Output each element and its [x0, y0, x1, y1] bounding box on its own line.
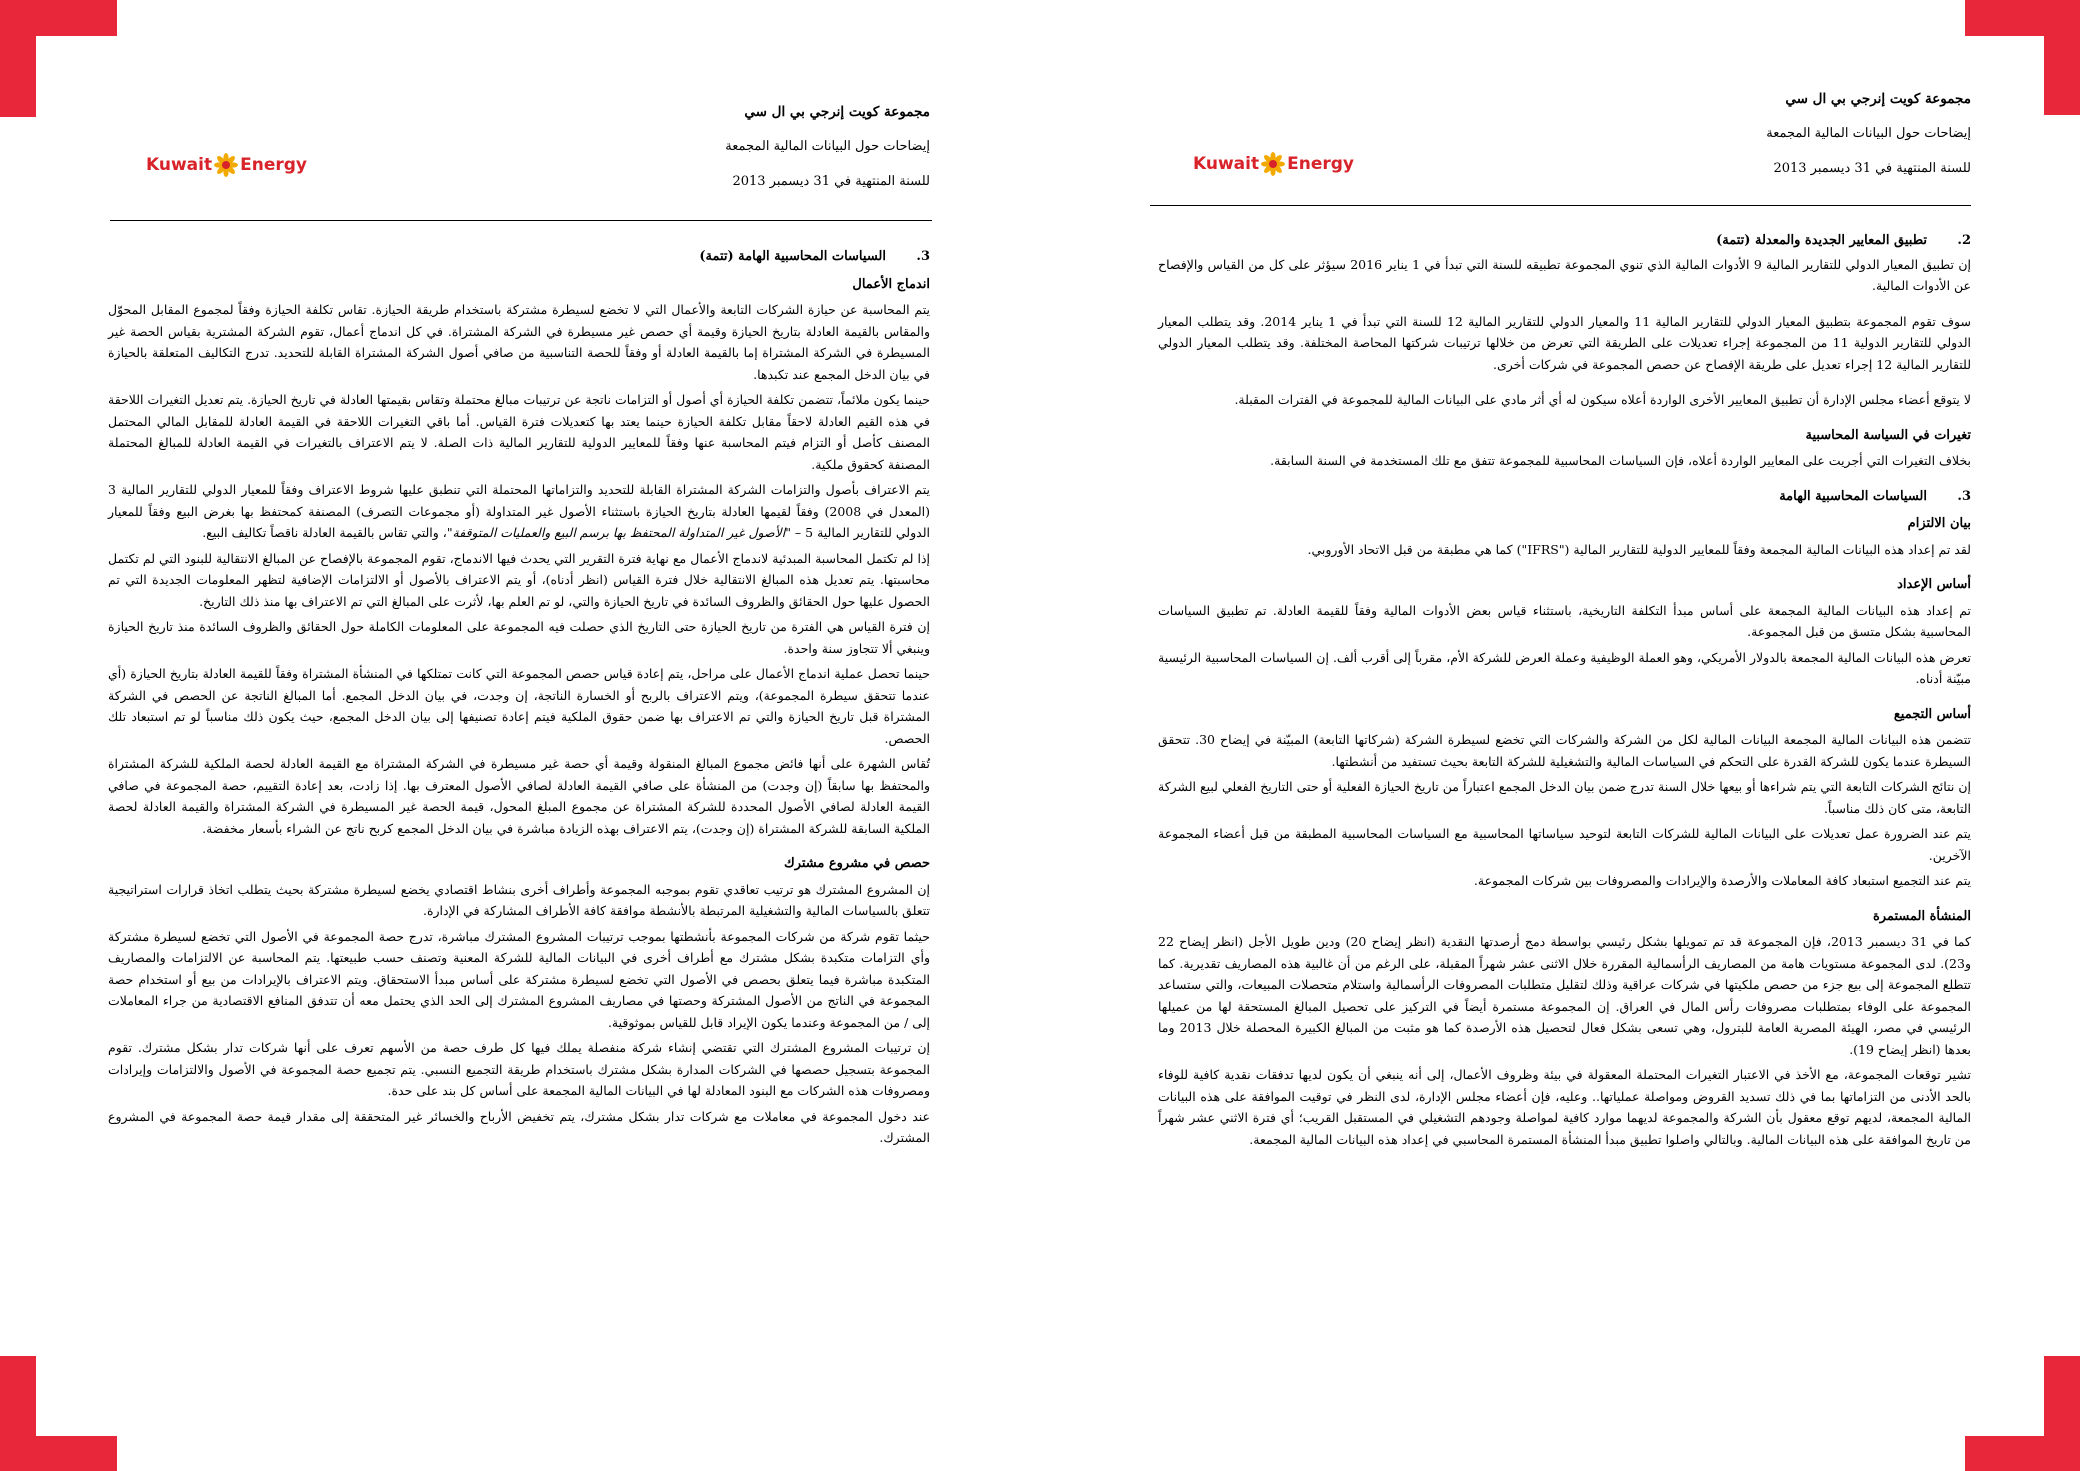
page-header: [430, 103, 930, 208]
corner-mark-bl: [0, 1356, 36, 1471]
paragraph: تشير توقعات المجموعة، مع الأخذ في الاعتبار التغيرات المحتملة المعقولة في بيئة وظروف الأعمال، إلى أنه ينبغي أن يكون لديها تدفقات نقدية كافية للوفاء بالحد الأدنى من التزاماتها بما في ذلك تسديد القروض ومواصلة عملياتها.. وعليه، فإن أعضاء مجلس الإدارة، لدى النظر في توقيت الموافقة على هذه البيانات المالية المجمعة، لديهم توقع معقول بأن الشركة والمجموعة لديهما موارد كافية لمواصلة وجودهم التشغيلي في المستقبل القريب؛ أي فترة الاثني عشر شهراً من تاريخ الموافقة على هذه البيانات المالية. وبالتالي واصلوا تطبيق مبدأ المنشأة المستمرة المحاسبي في إعداد هذه البيانات المالية المجمعة.: [1158, 1067, 1971, 1147]
section-heading: [108, 246, 930, 268]
corner-mark-tr: [2044, 0, 2080, 115]
header-rule: [110, 220, 932, 221]
section-number: 2.: [1957, 233, 1971, 248]
right-page: [1040, 0, 2080, 1471]
subheading-basis-of-preparation: أساس الإعداد: [1897, 577, 1971, 592]
paragraph: سوف تقوم المجموعة بتطبيق المعيار الدولي للتقارير المالية 11 والمعيار الدولي للتقارير المالية 12 للسنة التي تبدأ في 1 يناير 2014. وقد يتطلب المعيار الدولي للتقارير الدولية 11 من المجموعة إجراء تعديلات على الطريقة التي تعرض من خلالها ترتيبات شركتها المحاصة المختلفة. وقد يتطلب المعيار الدولي للتقارير المالية 12 إجراء تعديل على طريقة الإفصاح عن حصص المجموعة في شركات أخرى.: [1158, 313, 1972, 372]
paragraph-text: ، والتي تقاس بالقيمة العادلة ناقصاً تكاليف البيع.: [202, 525, 447, 540]
paragraph: حيثما تقوم شركة من شركات المجموعة بأنشطتها بموجب ترتيبات المشروع المشترك مباشرة، تدرج حصة المجموعة في الأصول التي تخضع لسيطرة مشتركة وأي التزامات متكبدة بشكل مشترك مع أطراف أخرى في البيانات المالية للشركة المعنية وتصنف حسب طبيعتها. يتم المحاسبة عن الالتزامات والمصاريف المتكبدة مباشرة فيما يتعلق بحصص في الأصول التي تخضع لسيطرة مشتركة على أساس مبدأ الاستحقاق. ويتم الاعتراف بالإيرادات من بيع أو استخدام حصة المجموعة في الناتج من الأصول المشتركة وحصتها في مصاريف المشروع المشترك إلى الحد الذي يحتمل معه أن تتدفق المنافع الاقتصادية من جراء المعاملات إلى / من المجموعة وعندما يكون الإيراد قابل للقياس بموثوقية.: [108, 928, 930, 1030]
paragraph: لا يتوقع أعضاء مجلس الإدارة أن تطبيق المعايير الأخرى الواردة أعلاه سيكون له أي أثر مادي على البيانات المالية للمجموعة في الفترات المقبلة.: [1234, 392, 1971, 407]
subheading-basis-of-consolidation: أساس التجميع: [1893, 706, 1971, 722]
header-subtitle: إيضاحات حول البيانات المالية المجمعة: [725, 139, 930, 154]
italic-standard-title: "الأصول غير المتداولة المحتفظ بها برسم البيع والعمليات المتوقفة": [446, 525, 791, 540]
paragraph: حينما يكون ملائماً، تتضمن تكلفة الحيازة أي أصول أو التزامات ناتجة عن ترتيبات مبالغ محتملة وتقاس بقيمتها العادلة في تاريخ الحيازة. يتم تعديل التغيرات اللاحقة في هذه القيم العادلة لاحقاً مقابل تكلفة الحيازة حينما يعتد بها كتعديلات فترة القياس. أما باقي التغيرات اللاحقة في القيمة العادلة للمقابل المالي المحتمل المصنف كأصل أو التزام فيتم المحاسبة عنها وفقاً للمعايير الدولية للتقارير المالية ذات الصلة. لا يتم الاعتراف بالتغيرات في القيمة العادلة للمبالغ المحتملة المصنفة كحقوق ملكية.: [108, 392, 930, 472]
paragraph: إن تطبيق المعيار الدولي للتقارير المالية 9 الأدوات المالية الذي تنوي المجموعة تطبيقه للسنة التي تبدأ في 1 يناير 2016 سيؤثر على كل من القياس والإفصاح عن الأدوات المالية.: [1158, 256, 1971, 293]
subheading-compliance: بيان الالتزام: [1907, 516, 1971, 531]
corner-mark-tl: [0, 0, 36, 117]
section-number: 3.: [1957, 488, 1971, 504]
kuwait-energy-logo: [1193, 151, 1354, 177]
logo-word-2: Energy: [240, 155, 307, 175]
paragraph: إن نتائج الشركات التابعة التي يتم شراءها أو بيعها خلال السنة تدرج ضمن بيان الدخل المجمع اعتباراً من تاريخ الحيازة الفعلية أو حتى التاريخ الفعلي لبيع الشركة التابعة، متى كان ذلك مناسباً.: [1158, 779, 1971, 816]
section-heading: [1158, 230, 1971, 252]
header-period: للسنة المنتهية في 31 ديسمبر 2013: [732, 174, 930, 189]
subheading-going-concern: المنشأة المستمرة: [1872, 908, 1971, 924]
logo-word-1: Kuwait: [1193, 154, 1260, 174]
company-name: مجموعة كويت إنرجي بي ال سي: [1785, 91, 1971, 107]
paragraph: تتضمن هذه البيانات المالية المجمعة البيانات المالية لكل من الشركة والشركات التي تخضع لسيطرة الشركة (شركاتها التابعة) المبيّنة في إيضاح 30. تتحقق السيطرة عندما يكون للشركة القدرة على التحكم في السياسات المالية والتشغيلية للشركة التابعة بحيث تستفيد من أنشطتها.: [1158, 732, 1972, 769]
paragraph: عند دخول المجموعة في معاملات مع شركات تدار بشكل مشترك، يتم تخفيض الأرباح والخسائر غير المتحققة إلى مقدار قيمة حصة المجموعة في المشروع المشترك.: [108, 1108, 930, 1145]
header-subtitle: إيضاحات حول البيانات المالية المجمعة: [1766, 126, 1971, 141]
paragraph: تُقاس الشهرة على أنها فائض مجموع المبالغ المنقولة وقيمة أي حصة غير مسيطرة في الشركة المشتراة مع القيمة العادلة لحصة الملكية للشركة المشتراة والمحتفظ بها سابقاً (إن وجدت) من المنشأة على صافي القيمة العادلة لصافي الأصول المعترف بها. إذا زادت، بعد إعادة التقييم، حصة المجموعة في صافي القيمة العادلة لصافي الأصول المحددة للشركة المشتراة عن مجموع المبلغ المحول، قيمة الحصة غير المسيطرة في الشركة المشتراة والقيمة العادلة لحصة الملكية السابقة للشركة المشتراة (إن وجدت)، يتم الاعتراف بهذه الزيادة مباشرة في بيان الدخل المجمع كربح ناتج عن الشراء بأسعار مخفضة.: [108, 756, 930, 836]
section-heading: [1158, 486, 1971, 508]
subheading-business-combinations: اندماج الأعمال: [852, 276, 930, 292]
paragraph: بخلاف التغيرات التي أجريت على المعايير الواردة أعلاه، فإن السياسات المحاسبية للمجموعة تتفق مع تلك المستخدمة في السنة السابقة.: [1270, 453, 1971, 468]
section-title: السياسات المحاسبية الهامة (تتمة): [699, 249, 886, 264]
subheading-accounting-policy-changes: تغيرات في السياسة المحاسبية: [1805, 427, 1971, 443]
kuwait-energy-logo: [146, 152, 307, 178]
paragraph: تم إعداد هذه البيانات المالية المجمعة على أساس مبدأ التكلفة التاريخية، باستثناء قياس بعض الأدوات المالية وفقاً للقيمة العادلة. تم تطبيق السياسات المحاسبية بشكل متسق من قبل المجموعة.: [1158, 602, 1971, 639]
section-number: 3.: [916, 249, 930, 264]
header-period: للسنة المنتهية في 31 ديسمبر 2013: [1773, 161, 1971, 176]
paragraph: لقد تم إعداد هذه البيانات المالية المجمعة وفقاً للمعايير الدولية للتقارير المالية ("IFRS") كما هي مطبقة من قبل الاتحاد الأوروبي.: [1307, 541, 1971, 557]
company-name: مجموعة كويت إنرجي بي ال سي: [744, 104, 930, 120]
header-rule: [1150, 205, 1971, 206]
paragraph: يتم عند التجميع استبعاد كافة المعاملات والأرصدة والإيرادات والمصروفات بين شركات المجموعة.: [1473, 873, 1971, 888]
sun-logo-icon: [213, 152, 239, 178]
corner-mark-br: [2044, 1356, 2080, 1471]
paragraph: كما في 31 ديسمبر 2013، فإن المجموعة قد تم تمويلها بشكل رئيسي بواسطة دمج أرصدتها النقدية (انظر إيضاح 20) ودين طويل الأجل (انظر إيضاح 22 و23). لدى المجموعة مستويات هامة من المصاريف الرأسمالية المقررة خلال الاثنى عشر شهراً المقبلة، على الرغم من أن غالبية هذه المصاريف تقديرية. كما تتطلع المجموعة إلى بيع جزء من حصص ملكيتها في شركات عراقية وذلك لتقليل متطلبات المصروفات الرأسمالية واستلام متحصلات المبيعات، والتي ستساعد المجموعة على الوفاء بمتطلبات مصروفات رأس المال في العراق. إن المجموعة مستمرة أيضاً في التركيز على تحصيل المبالغ المستحقة لها من عميلها الرئيسي في مصر، الهيئة المصرية العامة للبترول، وهي تسعى بشكل فعال لتحصيل هذه الأرصدة كما هو مثبت من المبالغ الكبيرة المحصلة خلال 2013 وما بعدها (انظر إيضاح 19).: [1158, 934, 1971, 1057]
paragraph: يتم المحاسبة عن حيازة الشركات التابعة والأعمال التي لا تخضع لسيطرة مشتركة باستخدام طريقة الحيازة. تقاس تكلفة الحيازة وفقاً لمجموع المقابل المحوّل والمقاس بالقيمة العادلة بتاريخ الحيازة وقيمة أي حصص غير مسيطرة في الشركة المشتراة. في كل اندماج أعمال، تقوم الشركة المشترية بقياس الحصة غير المسيطرة في الشركة المشتراة إما بالقيمة العادلة أو وفقاً للحصة التناسبية من صافي أصول الشركة المشتراة القابلة للتحديد. تدرج التكاليف المتعلقة بالحيازة في بيان الدخل المجمع عند تكبدها.: [108, 302, 930, 382]
left-page-body: [108, 240, 930, 1153]
subheading-joint-venture: حصص في مشروع مشترك: [783, 856, 930, 871]
logo-word-1: Kuwait: [146, 155, 213, 175]
paragraph: إن فترة القياس هي الفترة من تاريخ الحيازة حتى التاريخ الذي حصلت فيه المجموعة على المعلومات الكاملة حول الحقائق والظروف السائدة منذ تاريخ الحيازة وينبغي ألا تتجاوز سنة واحدة.: [108, 619, 930, 656]
right-page-body: [1158, 224, 1971, 1154]
paragraph: [108, 479, 930, 544]
paragraph: إن ترتيبات المشروع المشترك التي تقتضي إنشاء شركة منفصلة يملك فيها كل طرف حصة من الأسهم تعرف على أنها شركات تدار بشكل مشترك. تقوم المجموعة بتسجيل حصصها في الشركات المدارة بشكل مشترك باستخدام طريقة التجميع النسبي. يتم تجميع حصة المجموعة في الأصول والالتزامات وإيرادات ومصروفات هذه الشركات مع البنود المعادلة لها في البيانات المالية المجمعة على أساس كل بند على حدة.: [108, 1040, 930, 1098]
section-title: السياسات المحاسبية الهامة: [1779, 488, 1927, 504]
section-title: تطبيق المعايير الجديدة والمعدلة (تتمة): [1716, 233, 1927, 248]
paragraph: حينما تحصل عملية اندماج الأعمال على مراحل، يتم إعادة قياس حصص المجموعة التي كانت تمتلكها في المنشأة المشتراة وفقاً للقيمة العادلة بتاريخ الحيازة (أي عندما تتحقق سيطرة المجموعة)، ويتم الاعتراف بالربح أو الخسارة الناتجة، إن وجدت، في بيان الدخل المجمع. أما المبالغ الناتجة عن الحصص في الشركة المشتراة قبل تاريخ الحيازة والتي تم الاعتراف بها ضمن حقوق الملكية فيتم إعادة تصنيفها إلى بيان الدخل المجمع، حيث يكون ذلك مناسباً لو تم استبعاد تلك الحصص.: [108, 666, 930, 746]
logo-word-2: Energy: [1287, 154, 1354, 174]
paragraph: إن المشروع المشترك هو ترتيب تعاقدي تقوم بموجبه المجموعة وأطراف أخرى بنشاط اقتصادي يخضع لسيطرة مشتركة بحيث يتطلب اتخاذ قرارات استراتيجية تتعلق بالسياسات المالية والتشغيلية المرتبطة بالأنشطة موافقة كافة الأطراف المشاركة في الإدارة.: [108, 881, 930, 918]
paragraph: يتم عند الضرورة عمل تعديلات على البيانات المالية للشركات التابعة لتوحيد سياساتها المحاسبية مع السياسات المحاسبية المطبقة من قبل أعضاء المجموعة الآخرين.: [1158, 826, 1971, 863]
paragraph: إذا لم تكتمل المحاسبة المبدئية لاندماج الأعمال مع نهاية فترة التقرير التي يحدث فيها الاندماج، تقوم المجموعة بالإفصاح عن المبالغ الانتقالية للبنود التي لم تكتمل محاسبتها. يتم تعديل هذه المبالغ الانتقالية خلال فترة القياس (انظر أدناه)، أو يتم الاعتراف بالأصول أو الالتزامات الإضافية لتظهر المعلومات الجديدة التي تم الحصول عليها حول الحقائق والظروف السائدة في تاريخ الحيازة والتي، لو تم العلم بها، لأثرت على المبالغ التي تم الاعتراف بها منذ ذلك التاريخ.: [108, 550, 930, 609]
paragraph-text: يتم الاعتراف بأصول والتزامات الشركة المشتراة القابلة للتحديد والتزاماتها المحتملة التي تنطبق عليها شروط الاعتراف وفقاً للمعيار الدولي للتقارير المالية 3 (المعدل في 2008) وفقاً لقيمها العادلة بتاريخ الحيازة باستثناء الأصول غير المتداولة (أو مجموعات التصرف) المصنفة كمحتفظ بها بغرض البيع وفقاً للمعيار الدولي للتقارير المالية 5 –: [108, 482, 930, 540]
paragraph: تعرض هذه البيانات المالية المجمعة بالدولار الأمريكي، وهو العملة الوظيفية وعملة العرض للشركة الأم، مقرباً إلى أقرب ألف. إن السياسات المحاسبية الرئيسية مبيّنة أدناه.: [1158, 649, 1971, 686]
page-header: [1471, 90, 1971, 195]
sun-logo-icon: [1260, 151, 1286, 177]
